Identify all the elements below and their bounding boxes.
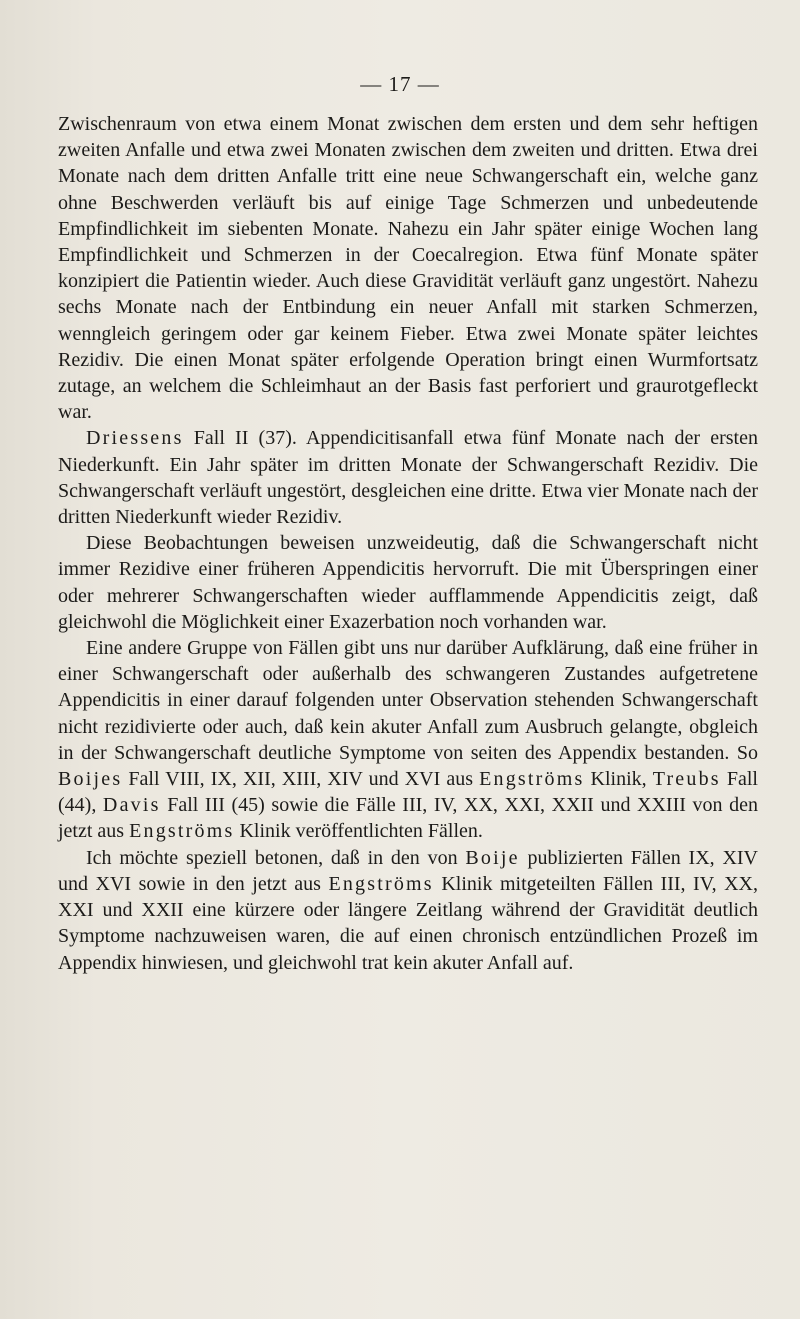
author-name: Engströms xyxy=(479,768,585,791)
page-number: — 17 — xyxy=(360,72,440,96)
author-name: Davis xyxy=(102,794,161,817)
paragraph-1: Zwischenraum von etwa einem Monat zwischen dem ersten und dem sehr heftigen zweiten Anfalle und etwa zwei Monaten zwischen dem zweiten und dritten. Etwa drei Monate nach dem dritten Anfalle tritt eine neue Schwangerschaft ein, welche ganz ohne Beschwerden verläuft bis auf einige Tage Schmerzen und unbedeutende Empfindlichkeit im siebenten Monate. Nahezu ein Jahr später einige Wochen lang Empfindlichkeit und Schmerzen in der Coecalregion. Etwa fünf Monate später konzipiert die Patientin wieder. Auch diese Gravidität verläuft ganz ungestört. Nahezu sechs Monate nach der Entbindung ein neuer Anfall mit starken Schmerzen, wenngleich geringem oder gar keinem Fieber. Etwa zwei Monate später leichtes Rezidiv. Die einen Monat später erfolgende Operation bringt einen Wurmfortsatz zutage, an welchem die Schleimhaut an der Basis fast perforiert und graurotgefleckt war. xyxy=(58,113,758,424)
paragraph-text: Fall II (37). Appendicitisanfall etwa fünf Monate nach der ersten Niederkunft. Ein Jahr später im dritten Monate der Schwangerschaft Rezidiv. Die Schwangerschaft verläuft ungestört, desgleichen eine dritte. Etwa vier Monate nach der dritten Niederkunft wieder Rezidiv. xyxy=(58,427,758,529)
paragraph-text: Eine andere Gruppe von Fällen gibt uns nur darüber Aufklärung, daß eine früher in einer Schwangerschaft oder außerhalb des schwangeren Zustandes aufgetretene Appendicitis in einer darauf folgenden unter Observation stehenden Schwangerschaft nicht rezidivierte oder auch, daß kein akuter Anfall zum Ausbruch gelangte, obgleich in der Schwangerschaft deutliche Symptome von seiten des Appendix bestanden. So xyxy=(58,637,758,764)
paragraph-text: publizierten Fällen IX, XIV und XVI sowie in den jetzt aus xyxy=(58,846,758,895)
paragraph-text: Fall (44), xyxy=(58,768,758,817)
author-name: Engströms xyxy=(328,872,434,895)
paragraph-3: Diese Beobachtungen beweisen unzweideutig, daß die Schwangerschaft nicht immer Rezidive einer früheren Appendicitis hervorruft. Die mit Überspringen einer oder mehrerer Schwangerschaften wieder aufflammende Appendicitis zeigt, daß gleichwohl die Möglichkeit einer Exazerbation noch vorhanden war. xyxy=(58,532,758,633)
author-name: Treubs xyxy=(652,768,721,791)
paragraph-2 xyxy=(58,425,758,530)
paragraph-5 xyxy=(58,845,758,976)
paragraph-4 xyxy=(58,635,758,845)
author-name: Engströms xyxy=(129,820,235,843)
author-name: Boije xyxy=(465,846,520,869)
paragraph-text: Klinik veröffentlichten Fällen. xyxy=(234,820,483,843)
author-name: Boijes xyxy=(58,768,123,791)
paragraph-text: Klinik, xyxy=(584,768,653,791)
paragraph-text: Ich möchte speziell betonen, daß in den von xyxy=(86,846,466,869)
body-text xyxy=(58,111,758,976)
paragraph-text: Fall III (45) sowie die Fälle III, IV, XX, XXI, XXII und XXIII von den jetzt aus xyxy=(58,794,758,843)
paragraph-text: Fall VIII, IX, XII, XIII, XIV und XVI aus xyxy=(122,768,480,791)
paragraph-text: Klinik mitgeteilten Fällen III, IV, XX, XXI und XXII eine kürzere oder längere Zeitlang während der Gravidität deutlich Symptome nachzuweisen waren, die auf einen chronisch entzündlichen Prozeß im Appendix hinwiesen, und gleichwohl trat kein akuter Anfall auf. xyxy=(58,872,758,974)
author-name: Driessens xyxy=(86,427,184,450)
